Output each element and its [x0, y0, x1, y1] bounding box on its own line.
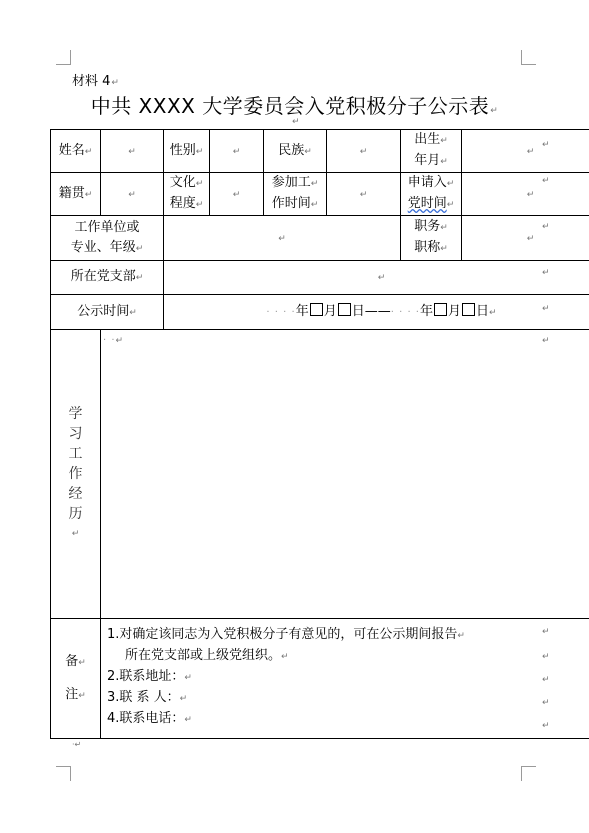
page-corner-mark — [56, 766, 71, 781]
note-4: 4.联系电话：↵ — [107, 711, 192, 726]
date-box — [462, 303, 475, 316]
row-end-mark: ↵ — [542, 222, 550, 232]
row-end-mark: ↵ — [542, 627, 550, 637]
page-corner-mark — [521, 766, 536, 781]
note-1: 1.对确定该同志为入党积极分子有意见的，可在公示期间报告↵ — [107, 627, 465, 642]
row-end-mark: ↵ — [542, 140, 550, 150]
paragraph-mark: ·↵ — [72, 740, 82, 749]
row-end-mark: ↵ — [542, 721, 550, 731]
experience-value-cell[interactable]: · ·↵ — [101, 330, 589, 619]
party-branch-value-cell[interactable]: ↵ — [164, 261, 589, 295]
row-end-mark: ↵ — [542, 268, 550, 278]
birth-date-value-cell[interactable]: ↵ — [462, 130, 589, 173]
name-label: 姓名↵ — [51, 130, 101, 173]
publicity-time-value[interactable]: · · · ·年 月 日——· · · ·年 月 日↵ — [164, 295, 589, 330]
date-box — [434, 303, 447, 316]
page-corner-mark — [521, 50, 536, 65]
row-end-mark: ↵ — [542, 304, 550, 314]
ethnicity-label: 民族↵ — [264, 130, 327, 173]
education-label: 文化↵ 程度↵ — [164, 173, 210, 216]
remarks-label: 备↵ 注↵ — [51, 619, 101, 739]
row-end-mark: ↵ — [542, 336, 550, 346]
note-2: 2.联系地址：↵ — [107, 669, 192, 684]
gender-label: 性别↵ — [164, 130, 210, 173]
work-start-label: 参加工↵ 作时间↵ — [264, 173, 327, 216]
page-corner-mark — [56, 50, 71, 65]
party-branch-label: 所在党支部↵ — [51, 261, 164, 295]
native-place-value-cell[interactable]: ↵ — [101, 173, 164, 216]
page-title: 中共 XXXX 大学委员会入党积极分子公示表↵ — [90, 94, 499, 118]
workplace-label: 工作单位或 专业、年级↵ — [51, 216, 164, 261]
apply-date-label: 申请入↵ 党时间↵ — [401, 173, 462, 216]
material-label: 材料 4↵ — [72, 74, 119, 89]
note-1-continued: 所在党支部或上级党组织。↵ — [125, 648, 289, 663]
native-place-label: 籍贯↵ — [51, 173, 101, 216]
name-value-cell[interactable]: ↵ — [101, 130, 164, 173]
apply-date-value-cell[interactable]: ↵ — [462, 173, 589, 216]
workplace-value-cell[interactable]: ↵ — [164, 216, 401, 261]
note-3: 3.联 系 人：↵ — [107, 690, 188, 705]
gender-value-cell[interactable]: ↵ — [210, 130, 264, 173]
row-end-mark: ↵ — [542, 176, 550, 186]
publicity-time-label: 公示时间↵ — [51, 295, 164, 330]
remarks-notes — [101, 619, 589, 739]
date-box — [310, 303, 323, 316]
date-box — [338, 303, 351, 316]
birth-date-label: 出生↵ 年月↵ — [401, 130, 462, 173]
row-end-mark: ↵ — [542, 652, 550, 662]
work-start-value-cell[interactable]: ↵ — [327, 173, 401, 216]
position-value-cell[interactable]: ↵ — [462, 216, 589, 261]
position-label: 职务↵ 职称↵ — [401, 216, 462, 261]
row-end-mark: ↵ — [542, 675, 550, 685]
publicity-form-table — [50, 129, 589, 739]
experience-label: 学 习 工 作 经 历 ↵ — [51, 330, 101, 619]
ethnicity-value-cell[interactable]: ↵ — [327, 130, 401, 173]
education-value-cell[interactable]: ↵ — [210, 173, 264, 216]
row-end-mark: ↵ — [542, 698, 550, 708]
paragraph-mark: ↵ — [292, 117, 300, 127]
